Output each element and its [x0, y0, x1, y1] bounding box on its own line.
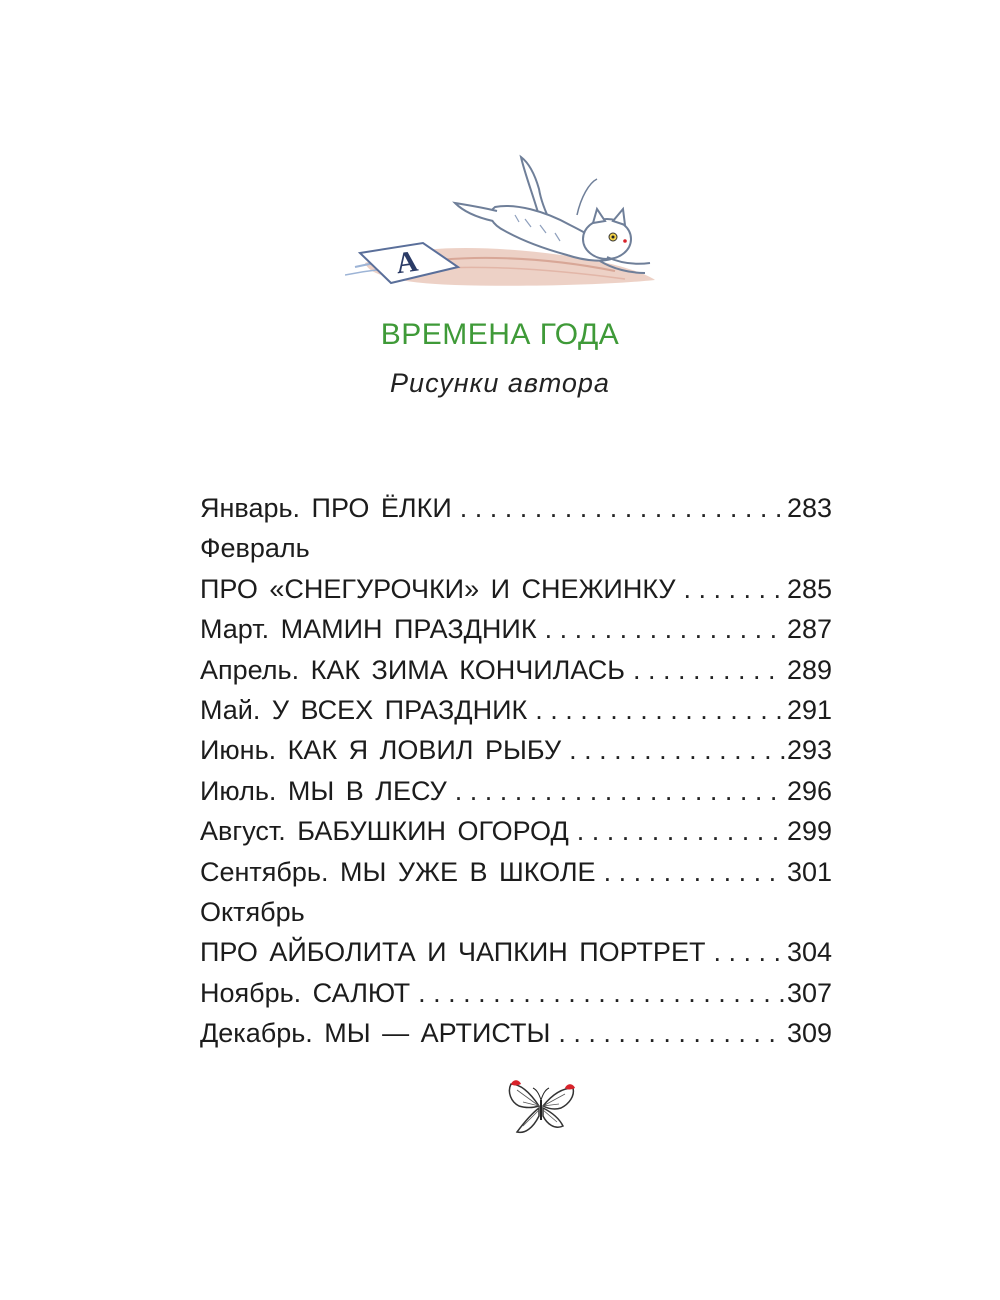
section-subtitle: Рисунки автора	[390, 368, 610, 398]
butterfly-icon	[503, 1076, 579, 1138]
toc-entry-title: Май. У ВСЕХ ПРАЗДНИК	[200, 694, 528, 725]
toc-entry-title: ПРО «СНЕГУРОЧКИ» И СНЕЖИНКУ	[200, 573, 676, 604]
toc-leader-dots	[545, 609, 785, 649]
toc-entry-december[interactable]	[200, 1013, 832, 1053]
toc-entry-title: Сентябрь. МЫ УЖЕ В ШКОЛЕ	[200, 856, 596, 887]
toc-entry-october-heading	[200, 892, 832, 932]
toc-page-number: 296	[786, 775, 832, 806]
toc-entry-september[interactable]	[200, 852, 832, 892]
toc-entry-title: Июнь. КАК Я ЛОВИЛ РЫБУ	[200, 735, 562, 766]
toc-entry-title: ПРО АЙБОЛИТА И ЧАПКИН ПОРТРЕТ	[200, 937, 706, 968]
toc-page-number: 307	[786, 977, 832, 1008]
toc-leader-dots	[604, 852, 785, 892]
toc-leader-dots	[577, 811, 785, 851]
toc-page-number: 287	[786, 614, 832, 645]
section-title: ВРЕМЕНА ГОДА	[380, 318, 620, 351]
toc-page-number: 304	[786, 937, 832, 968]
toc-leader-dots	[713, 932, 784, 972]
toc-entry-april[interactable]	[200, 650, 832, 690]
toc-entry-august[interactable]	[200, 811, 832, 851]
toc-entry-july[interactable]	[200, 771, 832, 811]
toc-page-number: 309	[786, 1018, 832, 1049]
toc-entry-title: Август. БАБУШКИН ОГОРОД	[200, 816, 569, 847]
toc-entry-june[interactable]	[200, 730, 832, 770]
toc-entry-title: Ноябрь. САЛЮТ	[200, 977, 411, 1008]
toc-page-number: 291	[786, 694, 832, 725]
toc-page-number: 301	[786, 856, 832, 887]
toc-page-number: 299	[786, 816, 832, 847]
table-of-contents	[200, 488, 832, 1053]
toc-page-number: 283	[786, 493, 832, 523]
toc-entry-title: Октябрь	[200, 896, 305, 927]
toc-entry-january[interactable]	[200, 488, 832, 528]
toc-entry-title: Январь. ПРО ЁЛКИ	[200, 493, 452, 523]
toc-leader-dots	[633, 650, 785, 690]
toc-entry-november[interactable]	[200, 973, 832, 1013]
toc-leader-dots	[418, 973, 785, 1013]
toc-leader-dots	[455, 771, 785, 811]
toc-leader-dots	[460, 488, 785, 528]
toc-entry-title: Апрель. КАК ЗИМА КОНЧИЛАСЬ	[200, 654, 625, 685]
toc-leader-dots	[535, 690, 785, 730]
toc-entry-title: Февраль	[200, 533, 310, 564]
toc-entry-march[interactable]	[200, 609, 832, 649]
toc-entry-title: Март. МАМИН ПРАЗДНИК	[200, 614, 537, 645]
toc-entry-october[interactable]	[200, 932, 832, 972]
toc-page-number: 289	[786, 654, 832, 685]
toc-entry-february[interactable]	[200, 569, 832, 609]
toc-leader-dots	[558, 1013, 785, 1053]
toc-entry-title: Июль. МЫ В ЛЕСУ	[200, 775, 447, 806]
toc-entry-february-heading	[200, 528, 832, 568]
toc-leader-dots	[569, 730, 785, 770]
kitten-illustration-icon	[345, 145, 660, 295]
toc-leader-dots	[684, 569, 785, 609]
svg-text:A: A	[393, 244, 420, 281]
toc-page-number: 293	[786, 735, 832, 766]
toc-entry-may[interactable]	[200, 690, 832, 730]
toc-page-number: 285	[786, 573, 832, 604]
toc-entry-title: Декабрь. МЫ — АРТИСТЫ	[200, 1018, 551, 1049]
